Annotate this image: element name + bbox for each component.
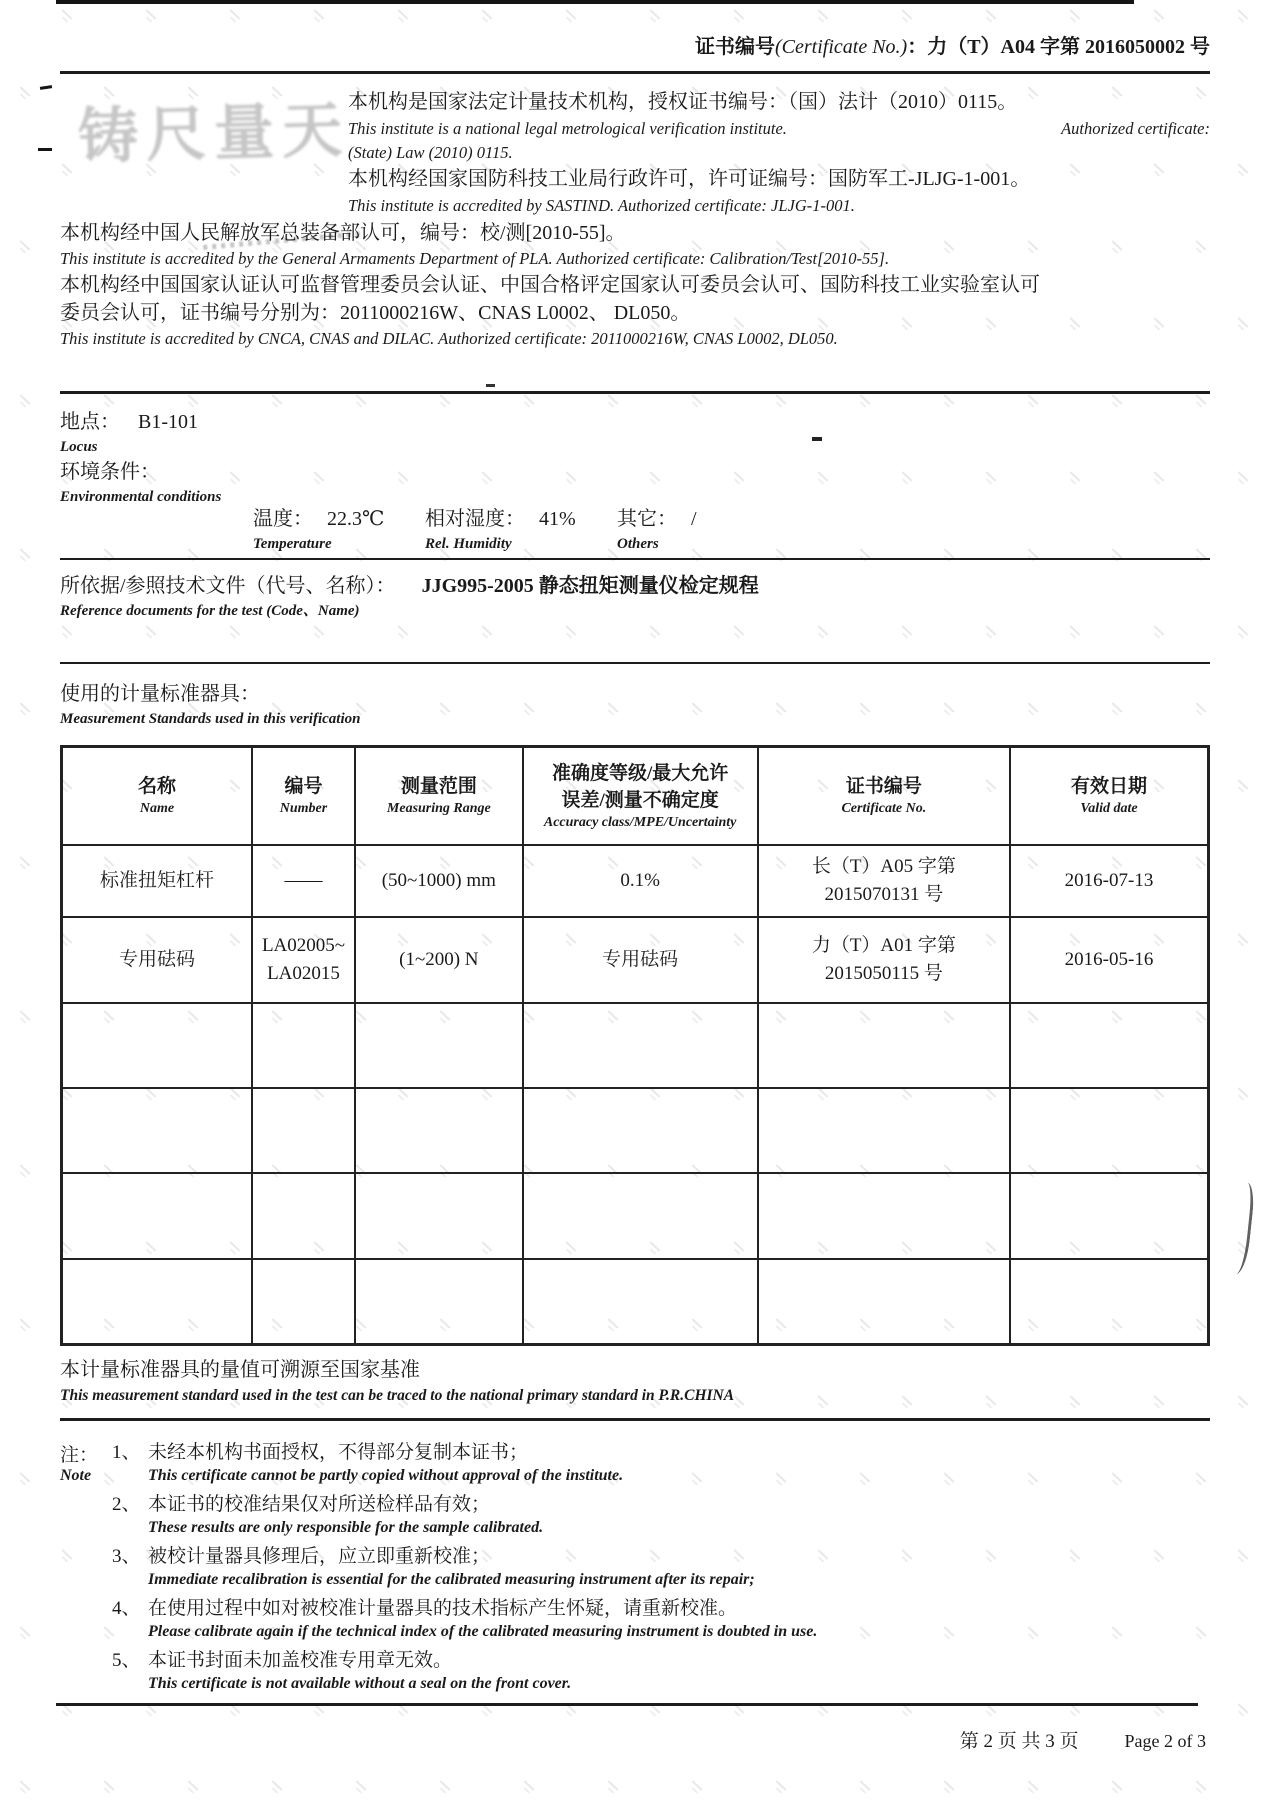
watermark-mark: [986, 9, 997, 19]
accreditation-legal-en: [348, 117, 1210, 141]
table-row-empty: [62, 1088, 1209, 1173]
humidity-label-en: Rel. Humidity: [425, 536, 512, 552]
watermark-mark: [524, 394, 535, 404]
note-text-zh: 本证书封面未加盖校准专用章无效。: [148, 1650, 453, 1671]
standards-table: [60, 745, 1210, 1346]
watermark-mark: [20, 240, 31, 250]
watermark-mark: [524, 1780, 535, 1790]
watermark-mark: [314, 9, 325, 19]
table-cell: 专用砝码: [62, 917, 252, 1003]
note-text-zh: 被校计量器具修理后，应立即重新校准；: [148, 1546, 491, 1567]
watermark-mark: [608, 1780, 619, 1790]
note-number: 5、: [112, 1650, 141, 1671]
watermark-mark: [62, 9, 73, 19]
watermark-mark: [1070, 471, 1081, 481]
watermark-mark: [608, 702, 619, 712]
watermark-mark: [1028, 702, 1039, 712]
watermark-mark: [1238, 1087, 1249, 1097]
humidity-label: 相对湿度：: [425, 508, 525, 530]
watermark-mark: [734, 471, 745, 481]
others-group: [617, 505, 697, 555]
watermark-mark: [20, 1318, 31, 1328]
watermark-mark: [1070, 9, 1081, 19]
table-cell: 2016-07-13: [1010, 845, 1208, 917]
note-number: 1、: [112, 1442, 141, 1463]
watermark-mark: [944, 1780, 955, 1790]
table-cell-empty: [758, 1088, 1010, 1173]
note-item: [112, 1648, 1210, 1694]
watermark-mark: [650, 625, 661, 635]
table-row: [62, 845, 1209, 917]
table-cell-empty: [355, 1088, 522, 1173]
note-item: [112, 1596, 1210, 1642]
watermark-mark: [1112, 1780, 1123, 1790]
watermark-mark: [1112, 702, 1123, 712]
watermark-mark: [1238, 317, 1249, 327]
reference-label-en: Reference documents for the test (Code、Name): [60, 603, 360, 619]
watermark-mark: [20, 856, 31, 866]
others-value: /: [691, 508, 697, 530]
notes-label: [60, 1440, 98, 1485]
watermark-mark: [20, 1010, 31, 1020]
watermark-mark: [776, 1780, 787, 1790]
table-cell: 2016-05-16: [1010, 917, 1208, 1003]
reference-value: JJG995-2005 静态扭矩测量仪检定规程: [421, 575, 759, 597]
watermark-mark: [1238, 9, 1249, 19]
watermark-mark: [734, 625, 745, 635]
notes-list: [112, 1440, 1210, 1700]
table-row-empty: [62, 1003, 1209, 1088]
note-number: 4、: [112, 1598, 141, 1619]
divider-conditions: [60, 558, 1210, 560]
page-number-en: Page 2 of 3: [1124, 1731, 1206, 1751]
temperature-value: 22.3℃: [327, 508, 385, 530]
table-cell-empty: [1010, 1003, 1208, 1088]
table-cell-empty: [62, 1003, 252, 1088]
accreditation-cnca-zh-2: 委员会认可，证书编号分别为：2011000216W、CNAS L0002、 DL050。: [60, 302, 691, 324]
note-text-en: This certificate cannot be partly copied without approval of the institute.: [148, 1467, 624, 1484]
table-header-cell: 准确度等级/最大允许 误差/测量不确定度 Accuracy class/MPE/Uncertainty: [523, 747, 758, 845]
divider-footer: [56, 1703, 1198, 1706]
table-row-empty: [62, 1173, 1209, 1259]
watermark-mark: [1196, 394, 1207, 404]
temperature-label: 温度：: [253, 508, 313, 530]
locus-value: B1-101: [138, 411, 198, 433]
watermark-mark: [104, 1780, 115, 1790]
note-number: 2、: [112, 1494, 141, 1515]
note-number: 3、: [112, 1546, 141, 1567]
locus-label: 地点：: [60, 411, 120, 433]
watermark-mark: [650, 9, 661, 19]
watermark-mark: [986, 625, 997, 635]
table-cell-empty: [252, 1259, 355, 1345]
note-text-zh: 本证书的校准结果仅对所送检样品有效；: [148, 1494, 491, 1515]
certificate-number-label-en: (Certificate No.): [775, 36, 908, 58]
note-text-zh: 在使用过程中如对被校准计量器具的技术指标产生怀疑，请重新校准。: [148, 1598, 738, 1619]
table-cell: 长（T）A05 字第 2015070131 号: [758, 845, 1010, 917]
watermark-mark: [1238, 1703, 1249, 1713]
watermark-mark: [734, 9, 745, 19]
table-cell: 专用砝码: [523, 917, 758, 1003]
accreditation-legal-en-right: Authorized certificate:: [1061, 119, 1210, 138]
notes-label-zh: 注：: [60, 1445, 99, 1466]
divider-accreditations: [60, 391, 1210, 394]
watermark-mark: [20, 86, 31, 96]
watermark-mark: [524, 702, 535, 712]
note-item: [112, 1492, 1210, 1538]
watermark-mark: [566, 625, 577, 635]
watermark-mark: [62, 625, 73, 635]
note-text-en: This certificate is not available without a seal on the front cover.: [148, 1675, 572, 1692]
watermark-mark: [20, 394, 31, 404]
table-header-cell: 证书编号 Certificate No.: [758, 747, 1010, 845]
institute-accreditations: [348, 88, 1210, 218]
table-cell-empty: [1010, 1259, 1208, 1345]
divider-reference: [60, 662, 1210, 664]
watermark-mark: [1238, 471, 1249, 481]
watermark-mark: [1196, 1780, 1207, 1790]
table-header-cell: 有效日期 Valid date: [1010, 747, 1208, 845]
certificate-number-label-zh: 证书编号: [695, 36, 775, 58]
others-label-en: Others: [617, 536, 659, 552]
watermark-mark: [230, 471, 241, 481]
watermark-mark: [482, 9, 493, 19]
table-cell-empty: [252, 1088, 355, 1173]
note-item: [112, 1544, 1210, 1590]
watermark-mark: [860, 394, 871, 404]
table-header-cell: 编号 Number: [252, 747, 355, 845]
watermark-mark: [1154, 9, 1165, 19]
table-cell: ——: [252, 845, 355, 917]
watermark-mark: [272, 1780, 283, 1790]
watermark-mark: [1238, 1395, 1249, 1405]
reference-documents: [60, 572, 1210, 622]
certificate-number: [0, 30, 1210, 59]
table-cell-empty: [523, 1173, 758, 1259]
watermark-mark: [944, 702, 955, 712]
watermark-mark: [1112, 394, 1123, 404]
scan-artifact-top-edge: [56, 0, 1134, 4]
table-cell-empty: [758, 1173, 1010, 1259]
watermark-mark: [818, 625, 829, 635]
watermark-mark: [20, 1626, 31, 1636]
watermark-mark: [314, 625, 325, 635]
certificate-number-value: ：力（T）A04 字第 2016050002 号: [907, 36, 1210, 58]
watermark-mark: [440, 394, 451, 404]
watermark-mark: [818, 471, 829, 481]
watermark-mark: [398, 9, 409, 19]
table-cell-empty: [523, 1088, 758, 1173]
watermark-mark: [692, 1780, 703, 1790]
scan-artifact-dash-3: [812, 437, 822, 441]
accreditation-sastind-zh: 本机构经国家国防科技工业局行政许可，许可证编号：国防军工-JLJG-1-001。: [348, 168, 1031, 190]
watermark-mark: [1238, 779, 1249, 789]
watermark-mark: [1238, 933, 1249, 943]
watermark-mark: [440, 702, 451, 712]
watermark-mark: [230, 625, 241, 635]
institute-calligraphy-stamp: [78, 86, 358, 216]
watermark-mark: [776, 394, 787, 404]
watermark-mark: [20, 1164, 31, 1174]
watermark-mark: [1070, 625, 1081, 635]
table-cell-empty: [523, 1003, 758, 1088]
conditions-block: [60, 408, 221, 508]
watermark-mark: [272, 394, 283, 404]
watermark-mark: [188, 394, 199, 404]
table-cell-empty: [758, 1003, 1010, 1088]
watermark-mark: [902, 625, 913, 635]
watermark-mark: [398, 625, 409, 635]
env-conditions-label-en: Environmental conditions: [60, 489, 222, 505]
others-label: 其它：: [617, 508, 677, 530]
table-cell-empty: [62, 1088, 252, 1173]
stamp-text: 铸尺量天: [77, 97, 351, 171]
accreditation-cnca-en: This institute is accredited by CNCA, CNAS and DILAC. Authorized certificate: 2011000216W, CNAS L0002, DL050.: [60, 329, 838, 348]
watermark-mark: [1028, 394, 1039, 404]
watermark-mark: [20, 1472, 31, 1482]
watermark-mark: [1154, 625, 1165, 635]
watermark-mark: [356, 1780, 367, 1790]
watermark-mark: [1238, 163, 1249, 173]
table-cell-empty: [252, 1003, 355, 1088]
humidity-group: [425, 505, 576, 555]
watermark-mark: [1238, 625, 1249, 635]
watermark-mark: [1154, 471, 1165, 481]
watermark-mark: [1238, 1549, 1249, 1559]
table-cell: 标准扭矩杠杆: [62, 845, 252, 917]
watermark-mark: [104, 394, 115, 404]
watermark-mark: [860, 702, 871, 712]
accreditation-cnca-zh-1: 本机构经中国国家认证认可监督管理委员会认证、中国合格评定国家认可委员会认可、国防科技工业实验室认可: [60, 274, 1040, 296]
env-conditions-label: 环境条件：: [60, 461, 160, 483]
scan-artifact-dash-2: [38, 148, 52, 151]
watermark-mark: [650, 471, 661, 481]
watermark-mark: [1028, 1780, 1039, 1790]
temperature-label-en: Temperature: [253, 536, 332, 552]
watermark-mark: [692, 702, 703, 712]
watermark-mark: [1196, 702, 1207, 712]
watermark-mark: [62, 163, 73, 173]
note-text-en: Please calibrate again if the technical index of the calibrated measuring instrument is doubted in use.: [148, 1623, 818, 1640]
table-header-cell: 名称 Name: [62, 747, 252, 845]
watermark-mark: [188, 1780, 199, 1790]
humidity-value: 41%: [539, 508, 576, 530]
table-cell: 0.1%: [523, 845, 758, 917]
note-text-zh: 未经本机构书面授权，不得部分复制本证书；: [148, 1442, 529, 1463]
watermark-mark: [356, 394, 367, 404]
table-cell: (1~200) N: [355, 917, 522, 1003]
temperature-group: [253, 505, 384, 555]
scan-artifact-dash-4: [486, 384, 495, 387]
watermark-mark: [986, 471, 997, 481]
watermark-mark: [566, 471, 577, 481]
table-header-cell: 测量范围 Measuring Range: [355, 747, 522, 845]
locus-label-en: Locus: [60, 439, 98, 455]
table-row-empty: [62, 1259, 1209, 1345]
accreditation-legal-en-2: (State) Law (2010) 0115.: [348, 143, 513, 162]
table-cell-empty: [62, 1259, 252, 1345]
table-cell: LA02005~ LA02015: [252, 917, 355, 1003]
watermark-mark: [818, 9, 829, 19]
divider-traceability: [60, 1418, 1210, 1421]
page-number: [0, 1726, 1206, 1753]
watermark-mark: [902, 471, 913, 481]
watermark-mark: [440, 1780, 451, 1790]
table-cell-empty: [1010, 1173, 1208, 1259]
divider-header: [60, 71, 1210, 74]
watermark-mark: [146, 9, 157, 19]
environment-values-row: [0, 505, 1210, 557]
watermark-mark: [20, 1780, 31, 1790]
watermark-mark: [776, 702, 787, 712]
note-text-en: Immediate recalibration is essential for the calibrated measuring instrument after its repair;: [148, 1571, 755, 1588]
standards-title: [60, 680, 360, 730]
table-row: [62, 917, 1209, 1003]
traceability-statement: [60, 1356, 1210, 1406]
note-item: [112, 1440, 1210, 1486]
traceability-en: This measurement standard used in the test can be traced to the national primary standard in P.R.CHINA: [60, 1387, 735, 1404]
table-cell-empty: [1010, 1088, 1208, 1173]
watermark-mark: [944, 394, 955, 404]
watermark-mark: [146, 625, 157, 635]
table-cell-empty: [62, 1173, 252, 1259]
page-number-zh: 第 2 页 共 3 页: [959, 1731, 1079, 1752]
notes-label-en: Note: [60, 1467, 92, 1484]
table-cell-empty: [355, 1259, 522, 1345]
accreditation-legal-en-left: This institute is a national legal metrological verification institute.: [348, 119, 787, 138]
table-cell-empty: [355, 1173, 522, 1259]
watermark-mark: [482, 625, 493, 635]
watermark-mark: [482, 471, 493, 481]
watermark-mark: [902, 9, 913, 19]
watermark-mark: [692, 394, 703, 404]
table-cell: (50~1000) mm: [355, 845, 522, 917]
table-cell-empty: [355, 1003, 522, 1088]
watermark-mark: [230, 9, 241, 19]
watermark-mark: [566, 9, 577, 19]
watermark-mark: [398, 471, 409, 481]
table-cell-empty: [252, 1173, 355, 1259]
traceability-zh: 本计量标准器具的量值可溯源至国家基准: [60, 1359, 420, 1381]
table-cell: 力（T）A01 字第 2015050115 号: [758, 917, 1010, 1003]
standards-title-en: Measurement Standards used in this verification: [60, 711, 361, 727]
accreditation-pla-en: This institute is accredited by the General Armaments Department of PLA. Authorized certificate: Calibration/Test[2010-55].: [60, 249, 890, 268]
table-cell-empty: [523, 1259, 758, 1345]
watermark-mark: [314, 471, 325, 481]
watermark-mark: [20, 702, 31, 712]
accreditation-legal-zh: 本机构是国家法定计量技术机构，授权证书编号：（国）法计（2010）0115。: [348, 91, 1018, 113]
table-cell-empty: [758, 1259, 1010, 1345]
accreditation-pla-zh: 本机构经中国人民解放军总装备部认可，编号：校/测[2010-55]。: [60, 222, 626, 244]
standards-title-zh: 使用的计量标准器具：: [60, 683, 260, 705]
watermark-mark: [62, 1549, 73, 1559]
accreditation-paragraphs: [60, 219, 1210, 351]
reference-label: 所依据/参照技术文件（代号、名称）：: [60, 575, 396, 597]
note-text-en: These results are only responsible for the sample calibrated.: [148, 1519, 544, 1536]
watermark-mark: [860, 1780, 871, 1790]
accreditation-sastind-en: This institute is accredited by SASTIND. Authorized certificate: JLJG-1-001.: [348, 196, 855, 215]
watermark-mark: [608, 394, 619, 404]
